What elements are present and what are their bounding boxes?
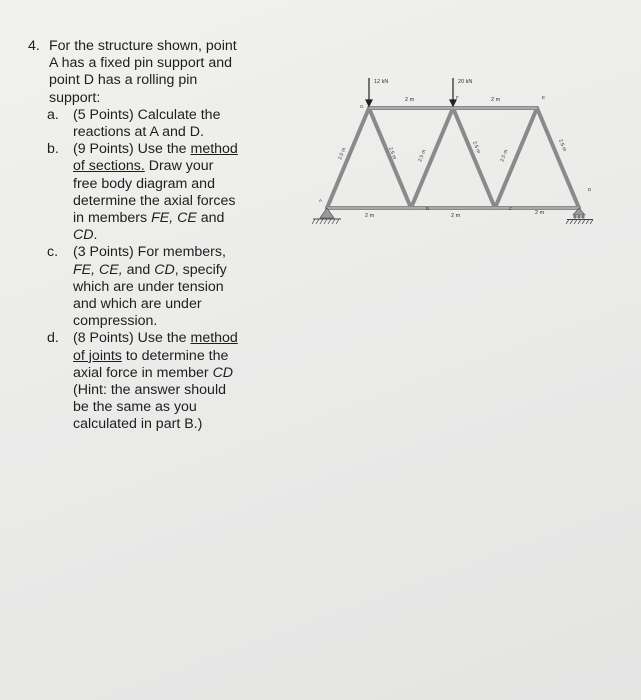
- joint-label: G: [360, 104, 364, 109]
- intro-line: For the structure shown, point: [49, 38, 237, 54]
- part-line: reactions at A and D.: [73, 124, 204, 141]
- text-span: to determine the: [121, 347, 229, 364]
- dimension-label: 2 m: [451, 213, 461, 219]
- member-names: FE, CE,: [73, 261, 123, 278]
- length-label: 2.5 m: [499, 148, 510, 163]
- part-line: (Hint: the answer should: [73, 382, 226, 399]
- length-label: 2.5 m: [417, 148, 428, 163]
- text-span: axial force in member: [73, 364, 213, 381]
- arrow-head-icon: [366, 100, 372, 106]
- intro-line: support:: [49, 89, 101, 106]
- part-line: [73, 158, 238, 175]
- intro-line: A has a fixed pin support and: [49, 55, 232, 72]
- joint-label: E: [542, 95, 546, 100]
- truss-diagram: [305, 70, 605, 240]
- joint-label: F: [456, 95, 459, 100]
- part-letter: a.: [47, 106, 59, 123]
- member-fc: [453, 108, 495, 208]
- part-line: [73, 210, 238, 227]
- part-d-text: [73, 330, 238, 433]
- length-label: 2.5 m: [387, 146, 398, 161]
- method-of-sections-link: method: [190, 141, 238, 158]
- text-span: in members: [73, 210, 152, 227]
- problem-intro-text: [49, 38, 237, 107]
- load-label: 12 kN: [374, 79, 389, 85]
- text-span: , specify: [174, 261, 227, 278]
- part-c: [28, 244, 278, 330]
- length-label: 2.5 m: [471, 140, 482, 155]
- joint-label: C: [509, 206, 513, 211]
- arrow-head-icon: [450, 100, 456, 106]
- part-a-text: [73, 107, 220, 141]
- text-span: Draw your: [144, 158, 214, 175]
- problem-4: [28, 38, 278, 434]
- part-a: [28, 107, 278, 141]
- part-line: [73, 330, 238, 347]
- text-span: (8 Points) Use the: [73, 330, 191, 347]
- text-span: and: [122, 261, 155, 278]
- part-letter: b.: [47, 141, 59, 158]
- part-line: (5 Points) Calculate the: [73, 106, 221, 123]
- part-line: free body diagram and: [73, 175, 215, 192]
- member-name: CD: [73, 227, 94, 244]
- intro-line: point D has a rolling pin: [49, 72, 198, 89]
- method-of-sections-link: of sections.: [73, 158, 145, 175]
- method-of-joints-link: method: [190, 330, 238, 347]
- joint-label: B: [426, 206, 430, 211]
- member-ag: [327, 108, 369, 208]
- part-line: and which are under: [73, 296, 202, 313]
- text-span: and: [196, 210, 225, 227]
- part-line: which are under tension: [73, 278, 224, 295]
- part-line: [73, 365, 238, 382]
- method-of-joints-link: of joints: [73, 347, 122, 364]
- pin-support-icon: [312, 208, 341, 224]
- part-b: [28, 141, 278, 244]
- part-line: [73, 348, 238, 365]
- dimension-label: 2 m: [405, 97, 415, 103]
- roller-support-icon: [566, 208, 593, 224]
- dimension-label: 2 m: [535, 210, 545, 216]
- part-line: [73, 262, 227, 279]
- part-line: be the same as you: [73, 399, 197, 416]
- part-line: calculated in part B.): [73, 416, 203, 433]
- part-letter: c.: [47, 244, 59, 261]
- part-b-text: [73, 141, 238, 244]
- dimension-label: 2 m: [365, 213, 375, 219]
- text-span: (9 Points) Use the: [73, 141, 191, 158]
- length-label: 2.5 m: [337, 146, 348, 161]
- part-line: [73, 227, 238, 244]
- truss-members: [327, 108, 579, 208]
- load-label: 20 kN: [458, 79, 473, 85]
- dimension-label: 2 m: [491, 97, 501, 103]
- member-name: CD: [154, 261, 175, 278]
- length-label: 2.5 m: [557, 138, 568, 153]
- member-name: CD: [212, 364, 234, 381]
- joint-label: D: [588, 187, 592, 192]
- problem-number: 4.: [28, 38, 40, 54]
- part-line: (3 Points) For members,: [73, 244, 226, 261]
- problem-intro: [28, 38, 278, 107]
- member-names: FE, CE: [151, 210, 197, 227]
- member-gb: [369, 108, 411, 208]
- joint-label: A: [319, 198, 323, 203]
- member-de: [537, 108, 579, 208]
- part-line: determine the axial forces: [73, 192, 236, 209]
- part-letter: d.: [47, 330, 59, 347]
- part-d: [28, 330, 278, 433]
- part-c-text: [73, 244, 227, 330]
- part-line: compression.: [73, 313, 158, 330]
- text-span: .: [93, 227, 98, 244]
- part-line: [73, 141, 238, 158]
